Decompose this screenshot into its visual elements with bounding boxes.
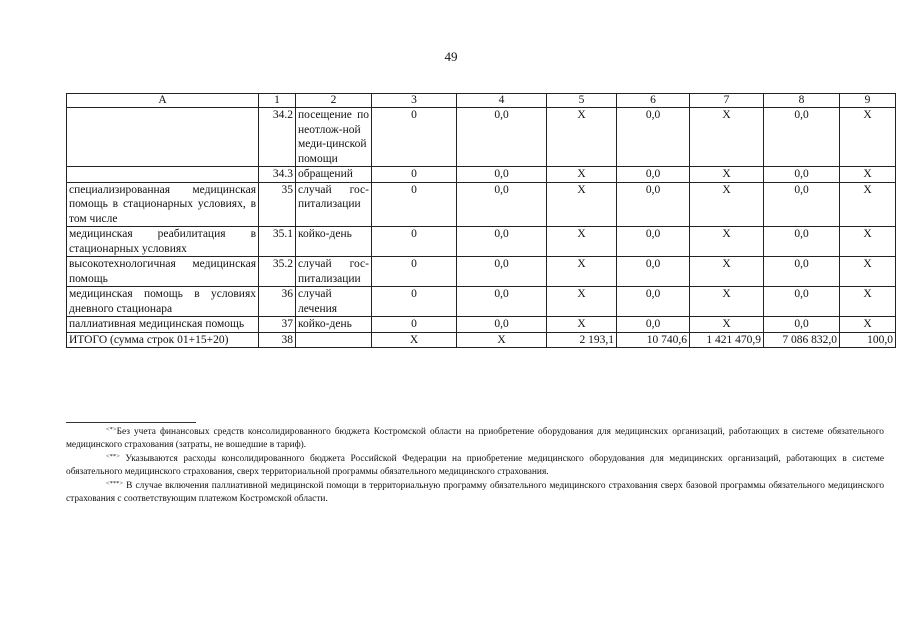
- table-cell: 0,0: [764, 317, 840, 333]
- table-cell: Х: [840, 108, 896, 167]
- table-cell: Х: [840, 182, 896, 227]
- footnote-text: Без учета финансовых средств консолидированного бюджета Костромской области на приобретение оборудования для медицинских организаций, работающих в системе обязательного медицинского страхования (затраты, не вошедшие в тариф).: [66, 427, 884, 450]
- table-cell: Х: [547, 257, 617, 287]
- row-number: 36: [259, 287, 296, 317]
- table-cell: 0,0: [617, 257, 690, 287]
- table-cell: 0,0: [457, 167, 547, 183]
- table-row: [67, 182, 896, 227]
- table-cell: 0,0: [617, 227, 690, 257]
- table-cell: 0,0: [764, 108, 840, 167]
- total-row: [67, 332, 896, 348]
- row-number: 37: [259, 317, 296, 333]
- table-cell: Х: [840, 257, 896, 287]
- table-cell: 100,0: [840, 332, 896, 348]
- page-number: 49: [444, 49, 458, 64]
- unit-cell: койко-день: [296, 317, 372, 333]
- table-cell: 0,0: [457, 108, 547, 167]
- footnote-divider: [66, 422, 196, 423]
- unit-cell: обращений: [296, 167, 372, 183]
- table-cell: 0,0: [764, 287, 840, 317]
- table-cell: Х: [690, 257, 764, 287]
- table-cell: 7 086 832,0: [764, 332, 840, 348]
- table-cell: 0: [372, 182, 457, 227]
- row-number: 35.2: [259, 257, 296, 287]
- table-row: [67, 227, 896, 257]
- table-cell: Х: [690, 227, 764, 257]
- table-cell: 0,0: [764, 182, 840, 227]
- row-number: 38: [259, 332, 296, 348]
- col-header: 1: [259, 94, 296, 108]
- row-number: 34.3: [259, 167, 296, 183]
- footnote: [66, 478, 884, 505]
- col-header: 6: [617, 94, 690, 108]
- footnote-mark: <*>: [106, 426, 117, 433]
- table-row: [67, 108, 896, 167]
- footnotes: [66, 424, 884, 505]
- unit-cell: случай гос-питализации: [296, 182, 372, 227]
- col-header: 8: [764, 94, 840, 108]
- table-cell: 0,0: [617, 317, 690, 333]
- col-header: 2: [296, 94, 372, 108]
- table-cell: Х: [690, 108, 764, 167]
- unit-cell: [296, 332, 372, 348]
- table-cell: Х: [690, 167, 764, 183]
- table-cell: Х: [840, 167, 896, 183]
- table-cell: 0,0: [457, 182, 547, 227]
- col-header: 5: [547, 94, 617, 108]
- table-cell: 0,0: [457, 317, 547, 333]
- table-cell: 2 193,1: [547, 332, 617, 348]
- table-row: [67, 317, 896, 333]
- footnote: [66, 424, 884, 451]
- table-cell: Х: [457, 332, 547, 348]
- row-number: 35: [259, 182, 296, 227]
- col-header: 3: [372, 94, 457, 108]
- footnote-mark: <**>: [106, 453, 120, 460]
- table-cell: Х: [547, 317, 617, 333]
- table-cell: 0,0: [617, 182, 690, 227]
- table-cell: Х: [547, 227, 617, 257]
- col-header: 4: [457, 94, 547, 108]
- table-cell: 0: [372, 108, 457, 167]
- row-number: 34.2: [259, 108, 296, 167]
- row-label: [67, 108, 259, 167]
- table-cell: Х: [840, 227, 896, 257]
- table-cell: 0: [372, 317, 457, 333]
- table-cell: Х: [840, 317, 896, 333]
- table-cell: Х: [547, 287, 617, 317]
- table-cell: 10 740,6: [617, 332, 690, 348]
- table-cell: 0,0: [764, 167, 840, 183]
- table-cell: 0,0: [617, 167, 690, 183]
- row-label: медицинская реабилитация в стационарных условиях: [67, 227, 259, 257]
- unit-cell: койко-день: [296, 227, 372, 257]
- footnote-text: В случае включения паллиативной медицинской помощи в территориальную программу обязательного медицинского страхования сверх базовой программы обязательного медицинского страхования с соответствующим платежом Костромской области.: [66, 481, 885, 504]
- table-cell: 0,0: [617, 287, 690, 317]
- col-header: 9: [840, 94, 896, 108]
- table-cell: 0,0: [617, 108, 690, 167]
- row-label: высокотехнологичная медицинская помощь: [67, 257, 259, 287]
- row-label: специализированная медицинская помощь в стационарных условиях, в том числе: [67, 182, 259, 227]
- table-cell: Х: [372, 332, 457, 348]
- row-label: медицинская помощь в условиях дневного стационара: [67, 287, 259, 317]
- table-cell: Х: [547, 182, 617, 227]
- table-cell: Х: [547, 167, 617, 183]
- table-cell: Х: [547, 108, 617, 167]
- table-cell: Х: [840, 287, 896, 317]
- table-cell: 0: [372, 227, 457, 257]
- unit-cell: случай лечения: [296, 287, 372, 317]
- unit-cell: посещение по неотлож-ной меди-цинской помощи: [296, 108, 372, 167]
- footnote: [66, 451, 884, 478]
- table-cell: 0,0: [764, 257, 840, 287]
- table-cell: 1 421 470,9: [690, 332, 764, 348]
- row-number: 35.1: [259, 227, 296, 257]
- table-cell: 0,0: [457, 227, 547, 257]
- table-row: [67, 167, 896, 183]
- col-header: А: [67, 94, 259, 108]
- table-cell: 0,0: [457, 287, 547, 317]
- table-row: [67, 287, 896, 317]
- table-cell: Х: [690, 317, 764, 333]
- row-label: [67, 167, 259, 183]
- table-cell: Х: [690, 182, 764, 227]
- header-row: [67, 94, 896, 108]
- table-cell: 0: [372, 167, 457, 183]
- row-label: паллиативная медицинская помощь: [67, 317, 259, 333]
- footnote-mark: <***>: [106, 480, 124, 487]
- table-row: [67, 257, 896, 287]
- financing-table: [66, 93, 896, 348]
- table-cell: 0,0: [764, 227, 840, 257]
- table-cell: 0: [372, 257, 457, 287]
- table-cell: 0,0: [457, 257, 547, 287]
- table-cell: 0: [372, 287, 457, 317]
- col-header: 7: [690, 94, 764, 108]
- table-cell: Х: [690, 287, 764, 317]
- unit-cell: случай гос-питализации: [296, 257, 372, 287]
- footnote-text: Указываются расходы консолидированного бюджета Российской Федерации на приобретение медицинского оборудования для медицинских организаций, работающих в системе обязательного медицинского страхования, сверх территориальной программы обязательного медицинского страхования.: [66, 454, 884, 477]
- row-label: ИТОГО (сумма строк 01+15+20): [67, 332, 259, 348]
